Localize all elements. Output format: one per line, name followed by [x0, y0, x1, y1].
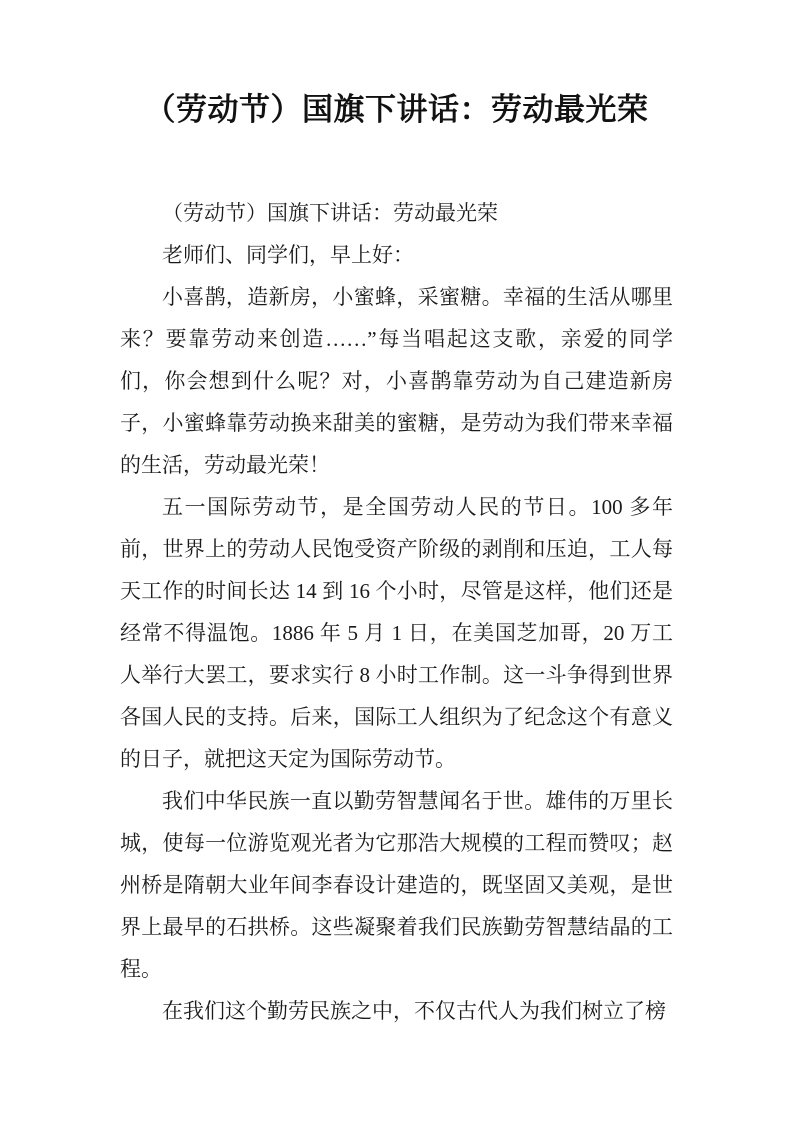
paragraph-repeat-title: （劳动节）国旗下讲话：劳动最光荣	[162, 201, 498, 225]
paragraph-heritage: 我们中华民族一直以勤劳智慧闻名于世。雄伟的万里长城，使每一位游览观光者为它那浩大规模的工程而赞叹；赵州桥是隋朝大业年间李春设计建造的，既坚固又美观，是世界上最早的石拱桥。这些凝聚着我们民族勤劳智慧结晶的工程。	[120, 789, 673, 981]
paragraph-song-intro: 小喜鹊，造新房，小蜜蜂，采蜜糖。幸福的生活从哪里来？要靠劳动来创造……”每当唱起这支歌，亲爱的同学们，你会想到什么呢？对，小喜鹊靠劳动为自己建造新房子，小蜜蜂靠劳动换来甜美的蜜糖，是劳动为我们带来幸福的生活，劳动最光荣！	[120, 285, 673, 477]
document-body	[120, 0, 673, 1032]
paragraph-modern-examples: 在我们这个勤劳民族之中，不仅古代人为我们树立了榜	[162, 999, 666, 1023]
document-title: （劳动节）国旗下讲话：劳动最光荣	[144, 92, 649, 127]
paragraph-history: 五一国际劳动节，是全国劳动人民的节日。100 多年前，世界上的劳动人民饱受资产阶级的剥削和压迫，工人每天工作的时间长达 14 到 16 个小时，尽管是这样，他们还是经常不得温饱。1886 年 5 月 1 日，在美国芝加哥，20 万工人举行大罢工，要求实行 8 小时工作制。这一斗争得到世界各国人民的支持。后来，国际工人组织为了纪念这个有意义的日子，就把这天定为国际劳动节。	[120, 495, 673, 771]
paragraph-greeting: 老师们、同学们，早上好：	[162, 243, 414, 267]
